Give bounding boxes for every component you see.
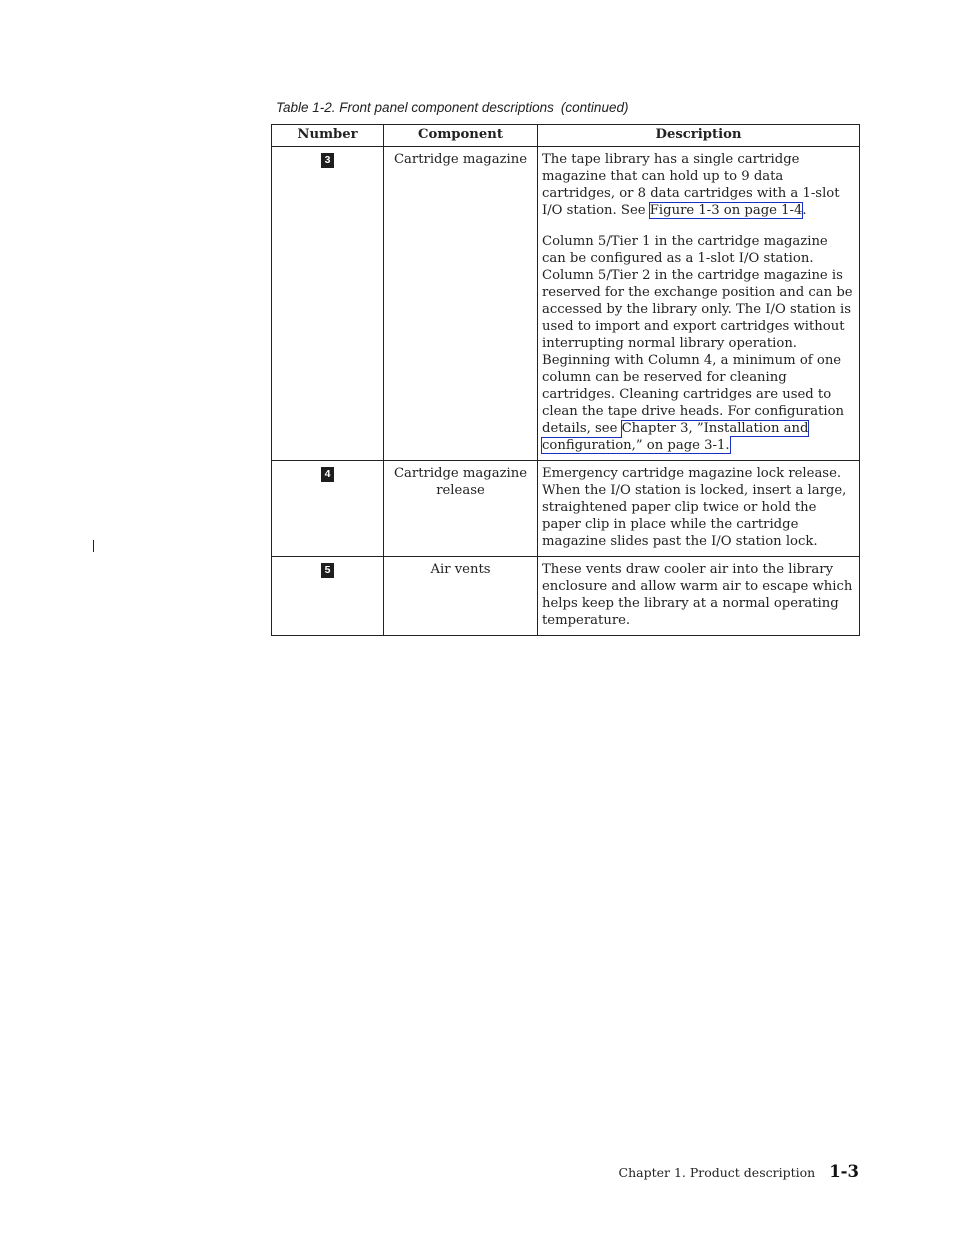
header-description: Description	[538, 125, 860, 147]
callout-number-badge: 3	[321, 153, 334, 168]
component-cell: Cartridge magazine	[384, 147, 538, 461]
component-cell: Cartridge magazine release	[384, 461, 538, 557]
figure-1-3-link[interactable]: Figure 1-3 on page 1-4	[649, 203, 803, 218]
description-cell	[538, 147, 860, 461]
table-row	[272, 461, 860, 557]
description-paragraph	[542, 151, 855, 219]
description-cell: Emergency cartridge magazine lock release. When the I/O station is locked, insert a large, straightened paper clip twice or hold the paper clip in place while the cartridge magazine slides past the I/O station lock.	[538, 461, 860, 557]
table-row	[272, 147, 860, 461]
table-caption-continued: (continued)	[560, 100, 629, 115]
table-caption-title: Table 1-2. Front panel component descriptions	[276, 100, 554, 115]
component-table	[271, 124, 860, 636]
number-cell	[272, 557, 384, 636]
table-caption	[276, 100, 628, 115]
footer-chapter-title: Chapter 1. Product description	[618, 1165, 816, 1180]
page-number: 1-3	[829, 1162, 859, 1181]
revision-change-bar	[93, 540, 94, 552]
page-footer	[619, 1162, 860, 1181]
number-cell	[272, 147, 384, 461]
header-component: Component	[384, 125, 538, 147]
table-header-row	[272, 125, 860, 147]
callout-number-badge: 4	[321, 467, 334, 482]
description-text: Column 5/Tier 1 in the cartridge magazine can be configured as a 1-slot I/O station. Column 5/Tier 2 in the cartridge magazine is reserved for the exchange position and can be accessed by the library only. The I/O station is used to import and export cartridges without interrupting normal library operation. Beginning with Column 4, a minimum of one column can be reserved for cleaning cartridges. Cleaning cartridges are used to clean the tape drive heads. For configuration details, see	[542, 234, 853, 436]
component-cell: Air vents	[384, 557, 538, 636]
description-cell: These vents draw cooler air into the library enclosure and allow warm air to escape which helps keep the library at a normal operating temperature.	[538, 557, 860, 636]
number-cell	[272, 461, 384, 557]
header-number: Number	[272, 125, 384, 147]
description-text: The tape library has a single cartridge magazine that can hold up to 9 data cartridges, or 8 data cartridges with a 1-slot I/O station. See	[542, 152, 840, 218]
sentence-period: .	[802, 203, 807, 218]
table-row	[272, 557, 860, 636]
chapter-3-link[interactable]: Chapter 3, ”Installation and configuration,” on page 3-1.	[542, 421, 809, 453]
callout-number-badge: 5	[321, 563, 334, 578]
description-paragraph	[542, 233, 855, 454]
